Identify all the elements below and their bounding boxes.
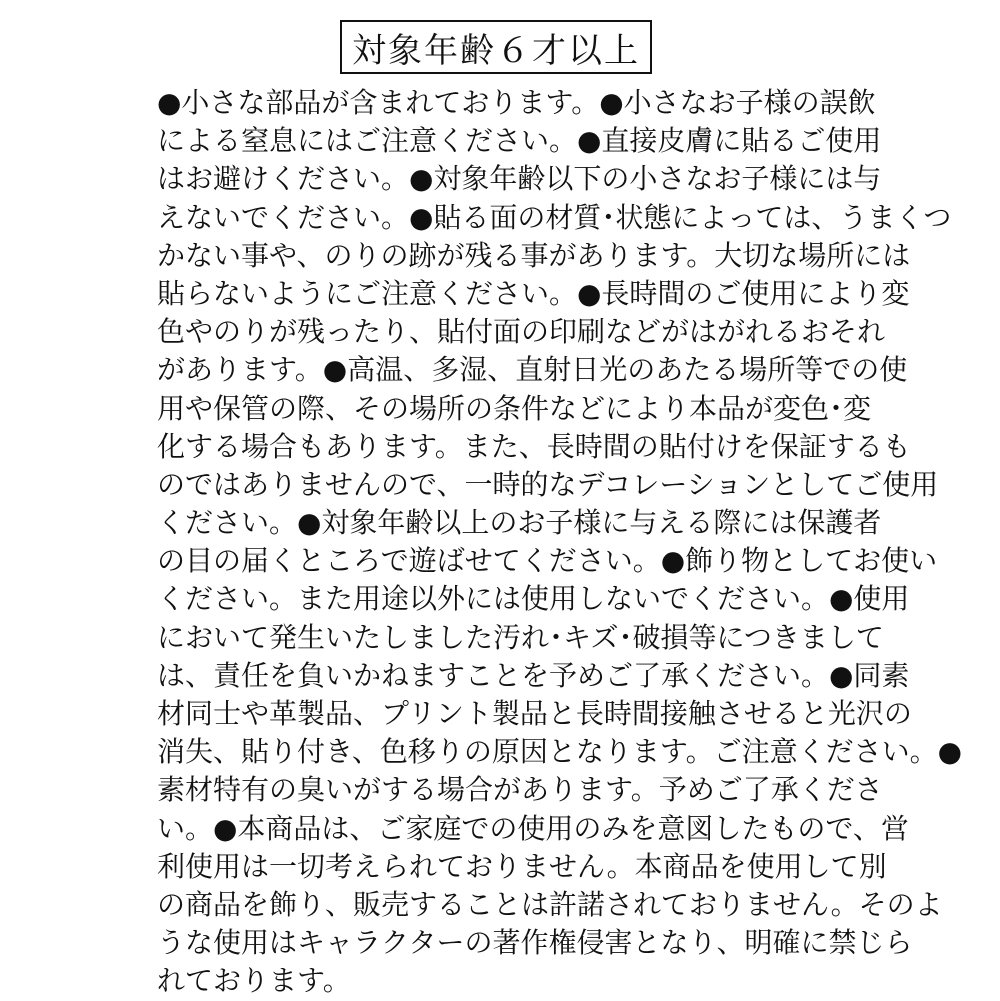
notice-line: うな使用はキャラクターの著作権侵害となり、明確に禁じら [157, 926, 913, 960]
caution-notice [157, 84, 963, 1001]
notice-line: 貼らないようにご注意ください。●長時間のご使用により変 [157, 276, 910, 310]
age-rating-box [340, 20, 652, 74]
notice-line: による窒息にはご注意ください。●直接皮膚に貼るご使用 [157, 124, 882, 158]
notice-line: 材同士や革製品、プリント製品と長時間接触させると光沢の [157, 697, 912, 730]
notice-line: えないでください。●貼る面の材質･状態によっては、うまくつ [157, 200, 952, 234]
notice-line: 用や保管の際、その場所の条件などにより本品が変色･変 [157, 391, 872, 425]
notice-line: のではありませんので、一時的なデコレーションとしてご使用 [157, 467, 939, 501]
notice-line: はお避けください。●対象年齢以下の小さなお子様には与 [157, 162, 882, 196]
notice-line: において発生いたしました汚れ･キズ･破損等につきまして [157, 620, 884, 654]
notice-line: ください。また用途以外には使用しないでください。●使用 [157, 582, 910, 616]
notice-line: の商品を飾り、販売することは許諾されておりません。そのよ [157, 887, 943, 921]
notice-line: 色やのりが残ったり、貼付面の印刷などがはがれるおそれ [157, 315, 886, 349]
age-rating-text: 対象年齢６才以上 [352, 30, 640, 71]
notice-line: 素材特有の臭いがする場合があります。予めご了承くださ [157, 773, 883, 807]
notice-line: 化する場合もあります。また、長時間の貼付けを保証するも [157, 429, 911, 463]
notice-line: 利使用は一切考えられておりません。本商品を使用して別 [157, 849, 887, 883]
notice-line: かない事や、のりの跡が残る事があります。大切な場所には [157, 238, 911, 272]
notice-line: の目の届くところで遊ばせてください。●飾り物としてお使い [157, 544, 938, 578]
notice-line: があります。●高温、多湿、直射日光のあたる場所等での使 [157, 353, 908, 387]
notice-line: ●小さな部品が含まれております。●小さなお子様の誤飲 [157, 86, 876, 119]
notice-line: ください。●対象年齢以上のお子様に与える際には保護者 [157, 506, 882, 540]
notice-line: れております。 [157, 964, 351, 998]
notice-line: は、責任を負いかねますことを予めご了承ください。●同素 [157, 658, 910, 692]
notice-line: 消失、貼り付き、色移りの原因となります。ご注意ください。● [157, 735, 963, 769]
notice-line: い。●本商品は、ご家庭での使用のみを意図したもので、営 [157, 811, 909, 845]
